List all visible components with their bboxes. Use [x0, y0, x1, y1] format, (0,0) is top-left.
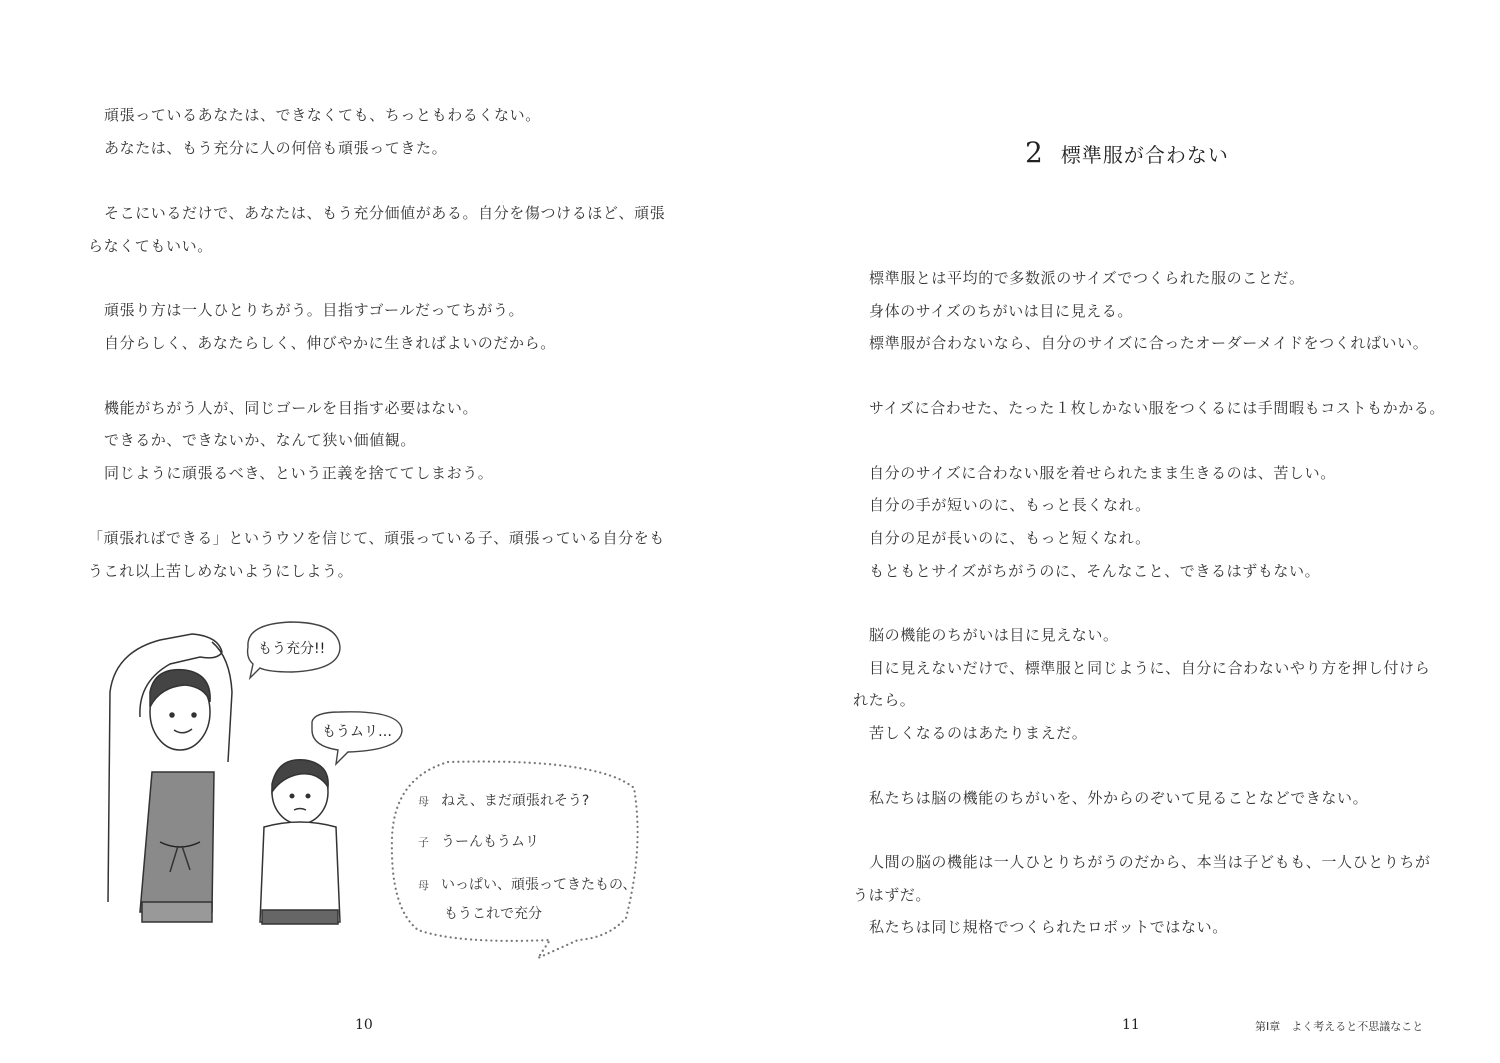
- body-line: 自分の手が短いのに、もっと長くなれ。: [869, 496, 1151, 514]
- body-line: あなたは、もう充分に人の何倍も頑張ってきた。: [104, 139, 448, 157]
- page-number: 11: [1122, 1017, 1140, 1033]
- child-figure: [260, 760, 340, 924]
- body-line: 自分らしく、あなたらしく、伸びやかに生きればよいのだから。: [104, 334, 556, 352]
- body-line: 人間の脳の機能は一人ひとりちがうのだから、本当は子どもも、一人ひとりちが: [869, 853, 1431, 871]
- body-line: 頑張っているあなたは、できなくても、ちっともわるくない。: [104, 106, 541, 124]
- body-line: 標準服とは平均的で多数派のサイズでつくられた服のことだ。: [869, 269, 1305, 287]
- body-line: 自分のサイズに合わない服を着せられたまま生きるのは、苦しい。: [869, 464, 1336, 482]
- chapter-title: 標準服が合わない: [1060, 143, 1229, 167]
- dialog-line: [418, 831, 539, 851]
- dialog-text: うーんもうムリ: [441, 834, 539, 850]
- body-line: サイズに合わせた、たった１枚しかない服をつくるには手間暇もコストもかかる。: [869, 399, 1446, 417]
- body-line: 頑張り方は一人ひとりちがう。目指すゴールだってちがう。: [104, 301, 525, 319]
- dialog-line: [444, 903, 542, 923]
- body-line: できるか、できないか、なんて狭い価値観。: [104, 431, 417, 449]
- body-line: うこれ以上苦しめないようにしよう。: [88, 562, 354, 580]
- page-number: 10: [355, 1017, 373, 1033]
- dialog-speaker: 母: [418, 879, 429, 892]
- child-bubble-text: もうムリ…: [322, 724, 392, 740]
- body-line: らなくてもいい。: [88, 237, 213, 255]
- chapter-heading: [1025, 136, 1229, 169]
- mother-speech-bubble: [248, 622, 340, 678]
- body-line: そこにいるだけで、あなたは、もう充分価値がある。自分を傷つけるほど、頑張: [104, 204, 666, 222]
- body-line: れたら。: [853, 691, 916, 709]
- body-line: もともとサイズがちがうのに、そんなこと、できるはずもない。: [869, 562, 1321, 580]
- running-footer: 第Ⅰ章 よく考えると不思議なこと: [1255, 1020, 1424, 1033]
- body-line: うはずだ。: [853, 886, 932, 904]
- child-speech-bubble: [312, 712, 402, 764]
- dialog-line: [418, 790, 589, 810]
- mother-figure: [108, 634, 232, 922]
- body-line: 機能がちがう人が、同じゴールを目指す必要はない。: [104, 399, 479, 417]
- dialog-line: [418, 874, 636, 894]
- body-line: 私たちは同じ規格でつくられたロボットではない。: [869, 918, 1228, 936]
- body-line: 「頑張ればできる」というウソを信じて、頑張っている子、頑張っている自分をも: [88, 529, 665, 547]
- body-line: 苦しくなるのはあたりまえだ。: [869, 724, 1088, 742]
- body-line: 同じように頑張るべき、という正義を捨ててしまおう。: [104, 464, 494, 482]
- dialog-text: ねえ、まだ頑張れそう?: [441, 793, 590, 809]
- chapter-number: 2: [1025, 136, 1043, 169]
- body-line: 私たちは脳の機能のちがいを、外からのぞいて見ることなどできない。: [869, 789, 1369, 807]
- dialog-text: もうこれで充分: [444, 906, 542, 922]
- body-line: 標準服が合わないなら、自分のサイズに合ったオーダーメイドをつくればいい。: [869, 334, 1429, 352]
- right-page: [750, 0, 1500, 1063]
- body-line: 脳の機能のちがいは目に見えない。: [869, 626, 1119, 644]
- mother-bubble-text: もう充分!!: [258, 641, 326, 657]
- body-line: 自分の足が長いのに、もっと短くなれ。: [869, 529, 1151, 547]
- dialog-dotted-border: [388, 758, 646, 963]
- mother-child-illustration: [100, 612, 392, 937]
- body-line: 目に見えないだけで、標準服と同じように、自分に合わないやり方を押し付けら: [869, 659, 1431, 677]
- dialog-text: いっぱい、頑張ってきたもの、: [441, 877, 637, 893]
- dialog-speaker: 母: [418, 795, 429, 808]
- body-line: 身体のサイズのちがいは目に見える。: [869, 302, 1134, 320]
- dialog-speaker: 子: [418, 836, 429, 849]
